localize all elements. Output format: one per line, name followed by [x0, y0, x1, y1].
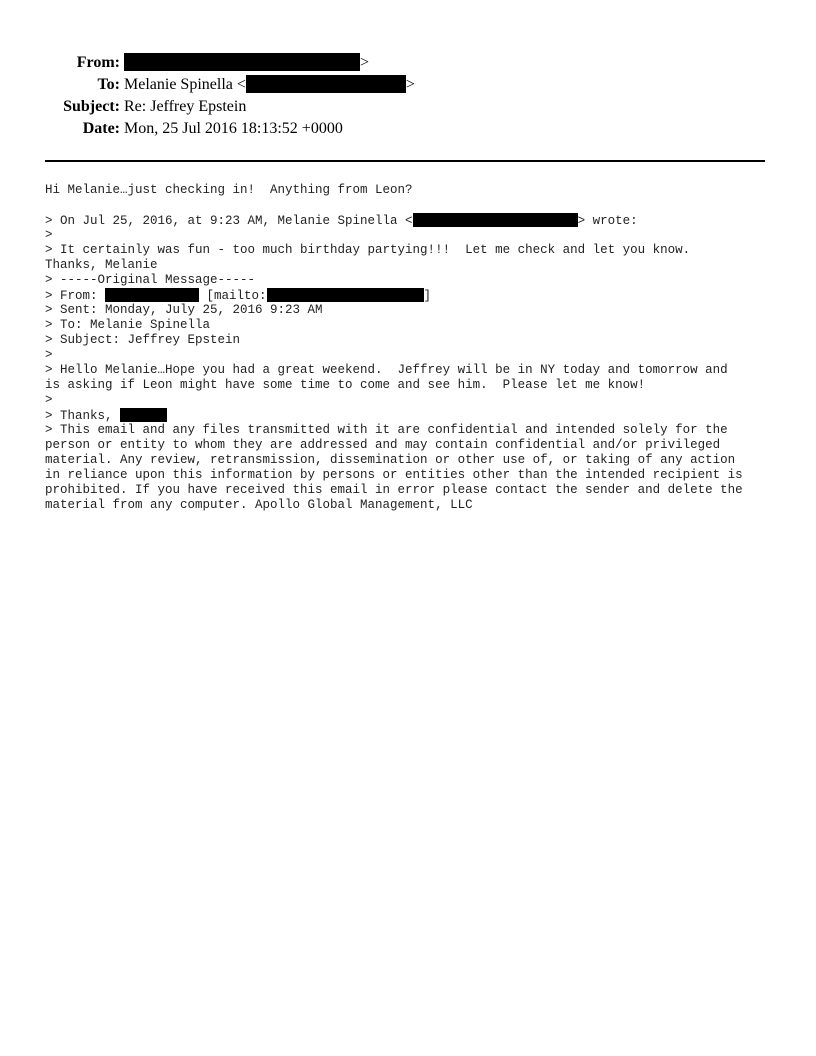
from-suffix: >: [360, 54, 370, 71]
quote-from-label: > From:: [45, 289, 106, 303]
redaction-block: [413, 213, 578, 227]
quote-line: > Sent: Monday, July 25, 2016 9:23 AM: [45, 303, 323, 317]
subject-value: Re: Jeffrey Epstein: [124, 98, 247, 115]
email-header: [0, 52, 816, 140]
date-value: Mon, 25 Jul 2016 18:13:52 +0000: [124, 120, 343, 137]
quote-line: > Subject: Jeffrey Epstein: [45, 333, 241, 347]
quote-line: > It certainly was fun - too much birthday partying!!! Let me check and let you know.: [45, 243, 691, 257]
redaction-block: [246, 75, 406, 93]
quote-attribution: [45, 213, 775, 228]
to-name: Melanie Spinella <: [124, 76, 246, 93]
quote-attribution-suffix: > wrote:: [577, 214, 638, 228]
to-label: To:: [97, 76, 120, 93]
quote-line: >: [45, 228, 53, 242]
quote-from-line: [45, 288, 775, 303]
quote-thanks-line: [45, 408, 775, 423]
to-row: [0, 74, 816, 96]
redaction-block: [267, 288, 424, 302]
greeting-line: Hi Melanie…just checking in! Anything from Leon?: [45, 183, 413, 197]
date-label: Date:: [82, 120, 120, 137]
quote-line: > Hello Melanie…Hope you had a great weekend. Jeffrey will be in NY today and tomorrow and: [45, 363, 728, 377]
from-value: [124, 52, 369, 74]
quote-line: > To: Melanie Spinella: [45, 318, 211, 332]
disclaimer-line: > This email and any files transmitted with it are confidential and intended solely for the: [45, 423, 728, 437]
quote-mailto-suffix: ]: [423, 289, 432, 303]
quote-line: is asking if Leon might have some time to come and see him. Please let me know!: [45, 378, 646, 392]
email-body: [45, 183, 775, 513]
quote-attribution-text: > On Jul 25, 2016, at 9:23 AM, Melanie Spinella <: [45, 214, 413, 228]
redaction-block: [124, 53, 360, 71]
to-value: [124, 74, 415, 96]
quote-line: >: [45, 348, 53, 362]
quote-line: > -----Original Message-----: [45, 273, 256, 287]
quote-mailto-label: [mailto:: [199, 289, 267, 303]
disclaimer-line: prohibited. If you have received this email in error please contact the sender and delete the: [45, 483, 743, 497]
quote-line: Thanks, Melanie: [45, 258, 158, 272]
date-row: [0, 118, 816, 140]
disclaimer-line: in reliance upon this information by persons or entities other than the intended recipient is: [45, 468, 743, 482]
blank-line: [45, 198, 775, 213]
disclaimer-line: material. Any review, retransmission, dissemination or other use of, or taking of any action: [45, 453, 736, 467]
disclaimer-line: material from any computer. Apollo Global Management, LLC: [45, 498, 473, 512]
quote-line: >: [45, 393, 53, 407]
quote-thanks-text: > Thanks,: [45, 409, 121, 423]
disclaimer-line: person or entity to whom they are addressed and may contain confidential and/or privileged: [45, 438, 721, 452]
subject-row: [0, 96, 816, 118]
redaction-block: [105, 288, 199, 302]
redaction-block: [120, 408, 167, 422]
header-divider: [45, 160, 765, 162]
subject-label: Subject:: [63, 98, 120, 115]
to-suffix: >: [405, 76, 415, 93]
from-row: [0, 52, 816, 74]
from-label: From:: [76, 54, 120, 71]
